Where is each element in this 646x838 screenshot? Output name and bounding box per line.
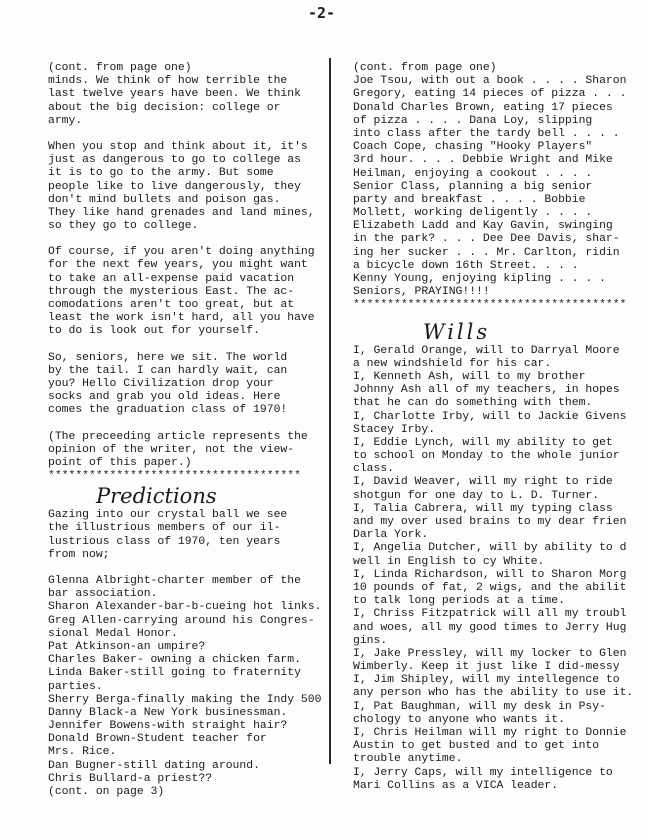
text-line: I, Jim Shipley, will my intellegence to [353,674,620,687]
text-line: class. [353,463,395,476]
text-line: Kenny Young, enjoying kipling . . . . [353,273,606,285]
text-line: (cont. on page 3) [48,786,165,798]
text-line: chology to anyone who wants it. [353,713,565,726]
text-line: I, Kenneth Ash, will to my brother [353,370,586,383]
text-line: I, Talia Cabrera, will my typing class [353,502,613,515]
text-line: So, seniors, here we sit. The world [48,351,288,364]
text-line: 10 pounds of fat, 2 wigs, and the abilit [353,581,627,594]
text-line: They like hand grenades and land mines, [48,206,315,219]
text-line: through the mysterious East. The ac- [48,285,295,298]
text-line: to school on Monday to the whole junior [353,450,620,463]
predictions-heading: Predictions [96,484,217,509]
text-line: so they go to college. [48,220,199,233]
text-line: ing her sucker . . . Mr. Carlton, ridin [353,246,620,259]
right-column [353,62,643,793]
text-line: When you stop and think about it, it's [48,140,308,153]
text-line: Of course, if you aren't doing anything [48,246,315,259]
text-line: least the work isn't hard, all you have [48,312,315,325]
text-line: any person who has the ability to use it. [353,687,634,700]
text-line: (cont. from page one) [353,62,497,74]
text-line: for the next few years, you might want [48,259,308,272]
text-line: Johnny Ash all of my teachers, in hopes [353,384,620,397]
text-line: Gazing into our crystal ball we see [48,509,288,522]
text-line: Mrs. Rice. [48,746,117,759]
text-line: trouble anytime. [353,753,463,766]
text-line: Senior Class, planning a big senior [353,180,593,193]
text-line: people like to live dangerously, they [48,180,301,193]
text-line: I, Angelia Dutcher, will by ability to d [353,542,627,555]
text-line: I, Chriss Fitzpatrick will all my troubl [353,608,627,621]
asterisk-separator: ************************************* [48,470,301,483]
wills-list [353,345,643,793]
text-line: Coach Cope, chasing "Hooky Players" [353,141,593,154]
text-line: last twelve years have been. We think [48,88,301,101]
text-line: I, Jerry Caps, will my intelligence to [353,766,613,779]
text-line: Greg Allen-carrying around his Congres- [48,614,315,627]
text-line: by the tail. I can hardly wait, can [48,364,288,377]
text-line: Seniors, PRAYING!!!! [353,286,490,299]
left-column [48,62,326,799]
text-line: comes the graduation class of 1970! [48,404,288,417]
text-line: Heilman, enjoying a cookout . . . . [353,167,593,180]
text-line: point of this paper.) [48,456,192,469]
text-line: shotgun for one day to L. D. Turner. [353,489,600,502]
text-line: Joe Tsou, with out a book . . . . Sharon [353,75,627,88]
text-line: just as dangerous to go to college as [48,154,301,167]
text-line: I, Linda Richardson, will to Sharon Morg [353,568,627,581]
text-line: from now; [48,548,110,561]
text-line: opinion of the writer, not the view- [48,443,295,456]
text-line: Mari Collins as a VICA leader. [353,779,559,792]
text-line: Austin to get busted and to get into [353,740,600,753]
text-line: I, Eddie Lynch, will my ability to get [353,436,613,449]
asterisk-separator: **************************************** [353,299,627,312]
text-line: in the park? . . . Dee Dee Davis, shar- [353,233,620,246]
text-line: army. [48,114,83,127]
article-paragraph-3 [48,246,326,338]
article-continuation [48,62,326,128]
text-line: minds. We think of how terrible the [48,75,288,88]
text-line: Pat Atkinson-an umpire? [48,640,206,653]
text-line: the illustrious members of our il- [48,522,281,535]
text-line: Glenna Albright-charter member of the [48,575,301,587]
text-line: Danny Black-a New York businessman. [48,706,288,719]
text-line: of pizza . . . . Dana Loy, slipping [353,114,593,127]
page-number: -2- [308,4,336,22]
column-divider [329,58,331,764]
text-line: a bicycle down 16th Street. . . . [353,259,579,272]
text-line: Linda Baker-still going to fraternity [48,667,301,680]
text-line: well in English to cy White. [353,555,545,568]
text-line: Donald Charles Brown, eating 17 pieces [353,101,613,114]
text-line: and my over used brains to my dear frien [353,516,627,528]
article-paragraph-4 [48,352,326,418]
text-line: sional Medal Honor. [48,627,178,640]
text-line: Chris Bullard-a priest?? [48,772,213,785]
text-line: gins. [353,634,388,647]
text-line: I, Jake Pressley, will my locker to Glen [353,647,627,660]
text-line: comodations aren't too great, but at [48,299,295,311]
text-line: to do is look out for yourself. [48,325,260,338]
text-line: Darla York. [353,529,429,542]
text-line: it is to go to the army. But some [48,167,274,180]
text-line: Sherry Berga-finally making the Indy 500 [48,693,322,706]
senior-activities [353,62,643,299]
text-line: party and breakfast . . . . Bobbie [353,193,586,206]
predictions-intro [48,509,326,562]
text-line: Gregory, eating 14 pieces of pizza . . . [353,88,627,101]
text-line: (The preceeding article represents the [48,430,308,443]
text-line: I, Chris Heilman will my right to Donnie [353,727,627,739]
text-line: Elizabeth Ladd and Kay Gavin, swinging [353,220,613,233]
text-line: to take an all-expense paid vacation [48,272,295,285]
text-line: Sharon Alexander-bar-b-cueing hot links. [48,601,322,614]
text-line: and woes, all my good times to Jerry Hug [353,621,627,634]
text-line: Wimberly. Keep it just like I did-messy [353,661,620,674]
text-line: lustrious class of 1970, ten years [48,535,281,548]
predictions-list [48,575,326,799]
text-line: bar association. [48,588,158,601]
text-line: parties. [48,680,103,693]
article-paragraph-2 [48,141,326,233]
text-line: into class after the tardy bell . . . . [353,127,620,140]
text-line: about the big decision: college or [48,101,281,114]
text-line: I, Charlotte Irby, will to Jackie Givens [353,410,627,423]
text-line: don't mind bullets and poison gas. [48,193,281,206]
article-disclaimer [48,431,326,471]
text-line: that he can do something with them. [353,397,593,410]
text-line: to talk long periods at a time. [353,595,565,608]
text-line: Charles Baker- owning a chicken farm. [48,654,301,667]
text-line: socks and grab you old ideas. Here [48,391,281,404]
text-line: I, David Weaver, will my right to ride [353,476,613,489]
text-line: Jennifer Bowens-with straight hair? [48,720,288,733]
text-line: Donald Brown-Student teacher for [48,733,267,746]
text-line: a new windshield for his car. [353,357,552,370]
text-line: Mollett, working deligently . . . . [353,207,593,220]
text-line: Stacey Irby. [353,423,436,436]
text-line: (cont. from page one) [48,62,192,74]
text-line: I, Gerald Orange, will to Darryal Moore [353,344,620,357]
text-line: you? Hello Civilization drop your [48,377,274,390]
wills-heading: Wills [423,319,491,344]
text-line: I, Pat Baughman, will my desk in Psy- [353,700,606,713]
text-line: Dan Bugner-still dating around. [48,759,260,772]
text-line: 3rd hour. . . . Debbie Wright and Mike [353,154,613,167]
